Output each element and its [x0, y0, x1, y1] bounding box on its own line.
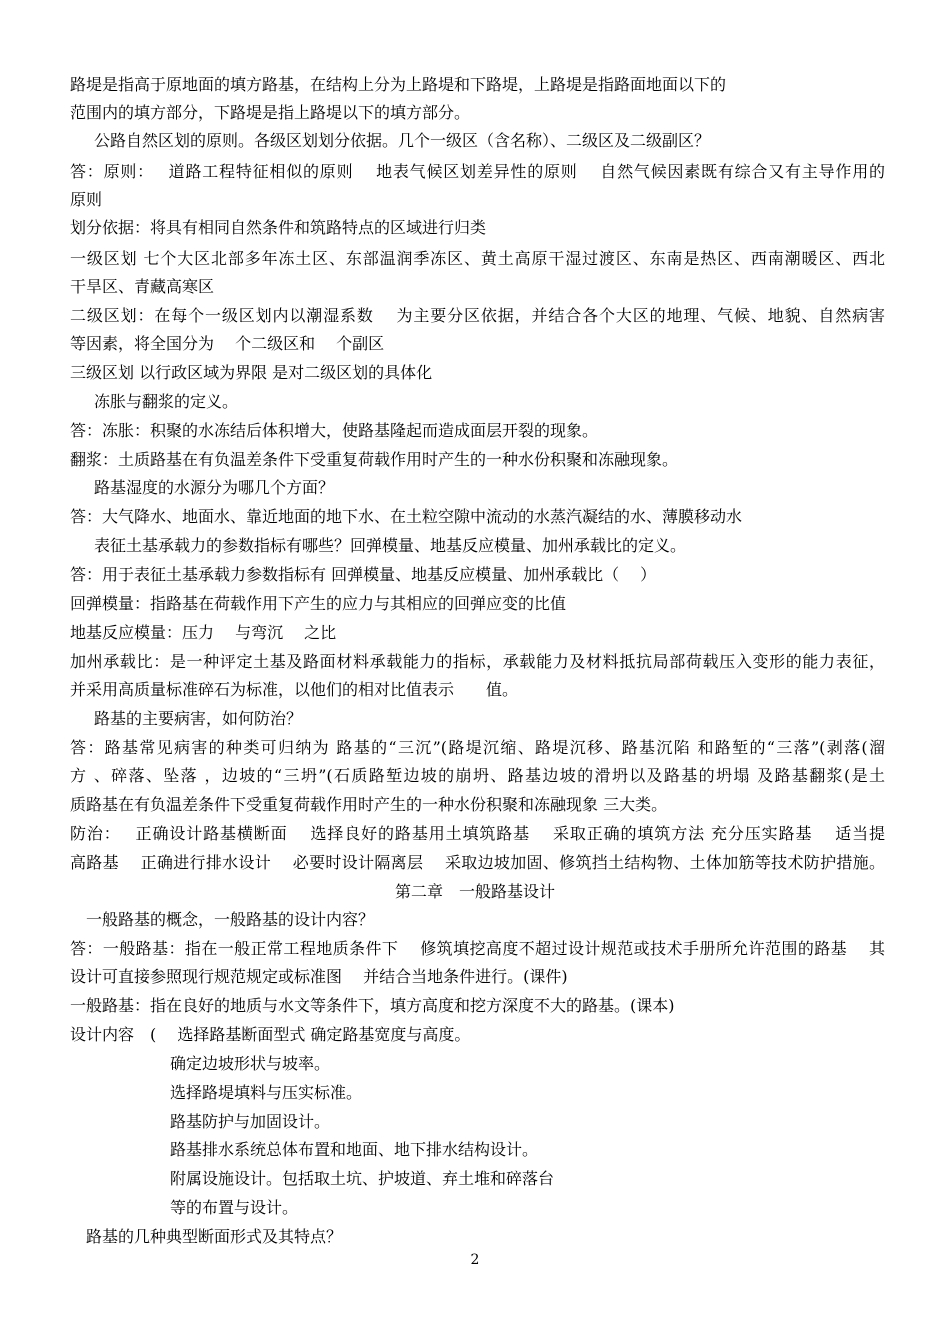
question-line: 表征土基承载力的参数指标有哪些？回弹模量、地基反应模量、加州承载比的定义。 — [94, 536, 687, 555]
question-line: 公路自然区划的原则。各级区划划分依据。几个一级区（含名称）、二级区及二级副区？ — [94, 131, 711, 150]
list-item: 路基排水系统总体布置和地面、地下排水结构设计。 — [170, 1140, 539, 1159]
list-item: 选择路堤填料与压实标准。 — [170, 1083, 363, 1102]
text-line: 干旱区、青藏高寒区 — [70, 277, 215, 296]
text-line: 防治： 正确设计路基横断面 选择良好的路基用土填筑路基 采取正确的填筑方法 充分压实路基 适当提 — [70, 824, 885, 843]
text-line: 回弹模量：指路基在荷载作用下产生的应力与其相应的回弹应变的比值 — [70, 594, 567, 613]
text-line: 地基反应模量：压力 与弯沉 之比 — [70, 623, 337, 642]
text-line: 质路基在有负温差条件下受重复荷载作用时产生的一种水份积聚和冻融现象 三大类。 — [70, 795, 668, 814]
text-line: 答：大气降水、地面水、靠近地面的地下水、在土粒空隙中流动的水蒸汽凝结的水、薄膜移动水 — [70, 507, 743, 526]
text-line: 设计内容 ( 选择路基断面型式 确定路基宽度与高度。 — [70, 1025, 471, 1044]
text-line: 答：用于表征土基承载力参数指标有 回弹模量、地基反应模量、加州承载比（ ） — [70, 565, 657, 584]
text-line: 二级区划：在每个一级区划内以潮湿系数 为主要分区依据，并结合各个大区的地理、气候、地貌、自然病害 — [70, 306, 885, 325]
text-line: 三级区划 以行政区域为界限 是对二级区划的具体化 — [70, 363, 433, 382]
text-line: 一般路基：指在良好的地质与水文等条件下，填方高度和挖方深度不大的路基。(课本) — [70, 996, 675, 1015]
question-line: 冻胀与翻浆的定义。 — [94, 392, 239, 411]
text-line: 加州承载比：是一种评定土基及路面材料承载能力的指标，承载能力及材料抵抗局部荷载压入变形的能力表征， — [70, 652, 885, 671]
question-line: 路基湿度的水源分为哪几个方面？ — [94, 478, 335, 497]
list-item: 等的布置与设计。 — [170, 1198, 299, 1217]
question-line: 一般路基的概念，一般路基的设计内容？ — [86, 910, 375, 929]
text-line: 范围内的填方部分，下路堤是指上路堤以下的填方部分。 — [70, 103, 471, 122]
text-line: 等因素，将全国分为 个二级区和 个副区 — [70, 334, 385, 353]
text-line: 答：一般路基：指在一般正常工程地质条件下 修筑填挖高度不超过设计规范或技术手册所允许范围的路基 其 — [70, 939, 885, 958]
text-line: 并采用高质量标准碎石为标准，以他们的相对比值表示 值。 — [70, 680, 519, 699]
page-number: 2 — [470, 1252, 480, 1268]
text-line: 答：冻胀：积聚的水冻结后体积增大，使路基隆起而造成面层开裂的现象。 — [70, 421, 599, 440]
text-line: 原则 — [70, 190, 103, 209]
text-line: 答：原则： 道路工程特征相似的原则 地表气候区划差异性的原则 自然气候因素既有综合又有主导作用的 — [70, 162, 885, 181]
list-item: 路基防护与加固设计。 — [170, 1112, 331, 1131]
chapter-title: 第二章 一般路基设计 — [394, 882, 555, 901]
question-line: 路基的主要病害，如何防治？ — [94, 709, 303, 728]
text-line: 划分依据：将具有相同自然条件和筑路特点的区域进行归类 — [70, 218, 487, 237]
text-line: 翻浆：土质路基在有负温差条件下受重复荷载作用时产生的一种水份积聚和冻融现象。 — [70, 450, 679, 469]
list-item: 确定边坡形状与坡率。 — [170, 1054, 331, 1073]
text-line: 方 、碎落、坠落 ，边坡的“三坍”(石质路堑边坡的崩坍、路基边坡的滑坍以及路基的坍塌 及路基翻浆(是土 — [70, 766, 885, 785]
text-line: 高路基 正确进行排水设计 必要时设计隔离层 采取边坡加固、修筑挡土结构物、土体加筋等技术防护措施。 — [70, 853, 885, 872]
text-line: 答：路基常见病害的种类可归纳为 路基的“三沉”(路堤沉缩、路堤沉移、路基沉陷 和路堑的“三落”(剥落(溜 — [70, 738, 885, 757]
text-line: 设计可直接参照现行规范规定或标准图 并结合当地条件进行。(课件) — [70, 967, 568, 986]
text-line: 一级区划 七个大区北部多年冻土区、东部温润季冻区、黄土高原干湿过渡区、东南是热区、西南潮暖区、西北 — [70, 249, 885, 268]
question-line: 路基的几种典型断面形式及其特点？ — [86, 1227, 343, 1246]
list-item: 附属设施设计。包括取土坑、护坡道、弃土堆和碎落台 — [170, 1169, 555, 1188]
text-line: 路堤是指高于原地面的填方路基，在结构上分为上路堤和下路堤，上路堤是指路面地面以下的 — [70, 75, 727, 94]
